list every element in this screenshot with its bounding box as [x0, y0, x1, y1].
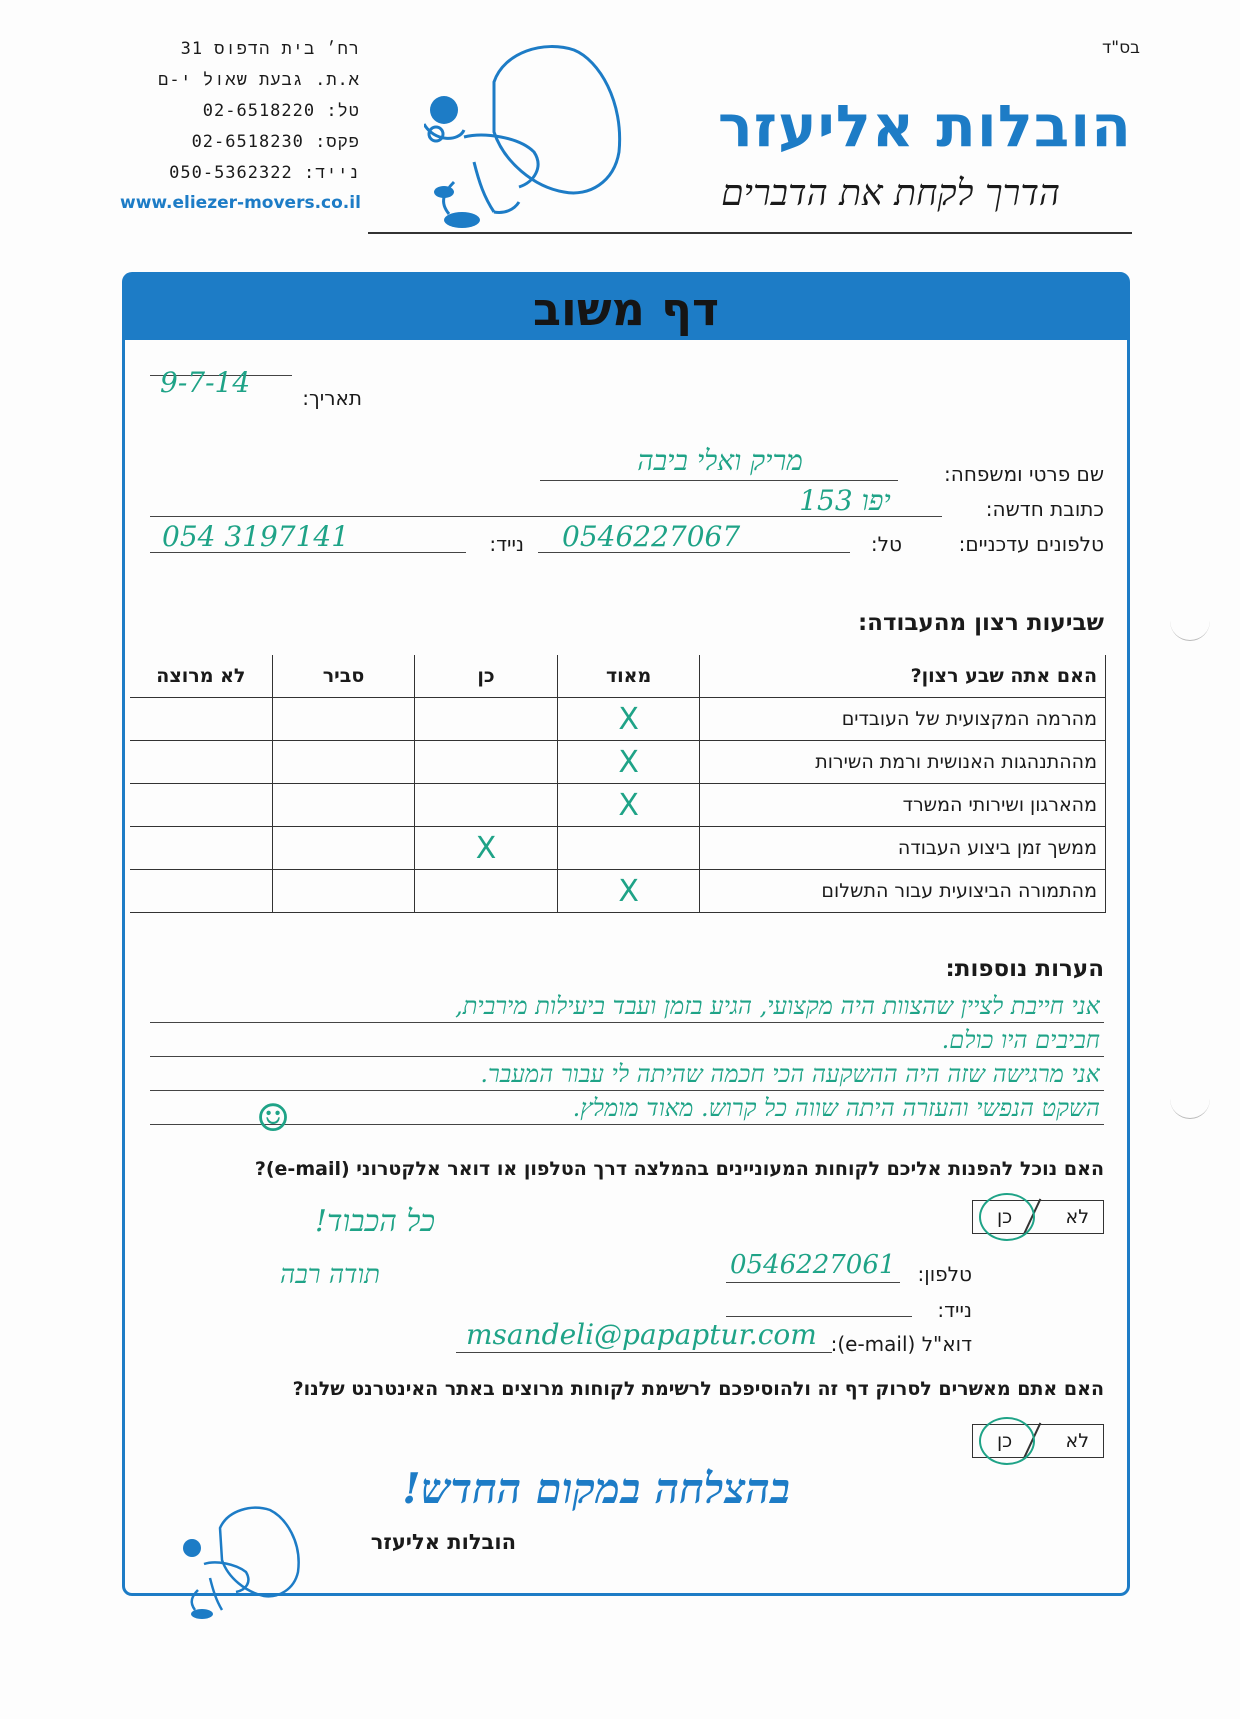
table-row — [130, 784, 1106, 827]
company-slogan: הדרך לקחת את הדברים — [721, 173, 1060, 214]
address-line-1: רח׳ בית הדפוס 31 — [180, 39, 360, 59]
satisfaction-title: שביעות רצון מהעבודה: — [857, 610, 1104, 636]
table-row — [130, 827, 1106, 870]
new-address-label: כתובת חדשה: — [985, 497, 1104, 521]
smiley-icon: ☺ — [256, 1096, 291, 1140]
new-address-value[interactable]: יפו 153 — [799, 484, 891, 517]
cell-yes[interactable] — [415, 784, 558, 827]
contact-mobile-label: נייד: — [937, 1298, 972, 1322]
comment-line — [150, 1090, 1104, 1091]
cell-not-satisfied[interactable] — [130, 827, 272, 870]
mobile-number: נייד: 050-5362322 — [169, 163, 360, 183]
phones-label: טלפונים עדכניים: — [958, 532, 1104, 556]
row-question: מההתנהגות האנושית ורמת השירות — [700, 741, 1106, 784]
row-question: מהארגון ושירותי המשרד — [700, 784, 1106, 827]
tel-label: טל: — [870, 532, 902, 556]
contact-tel-label: טלפון: — [917, 1262, 972, 1286]
comment-line — [150, 1022, 1104, 1023]
name-label: שם פרטי ומשפחה: — [944, 462, 1104, 486]
name-value[interactable]: מריק ואלי ביבה — [637, 444, 803, 477]
fax-number: פקס: 02-6518230 — [191, 132, 360, 152]
mobile-value[interactable]: 054 3197141 — [162, 520, 350, 553]
footer-brand: הובלות אליעזר — [370, 1530, 516, 1554]
contact-email-line — [456, 1352, 832, 1353]
date-label: תאריך: — [302, 386, 362, 410]
contact-permission-question: האם נוכל להפנות אליכם לקוחות המעוניינים בהמלצה דרך הטלפון או דואר אלקטרוני (e-mail)? — [254, 1158, 1104, 1180]
table-row — [130, 698, 1106, 741]
contact-email-value[interactable]: msandeli@papaptur.com — [466, 1318, 817, 1351]
cell-very[interactable]: X — [557, 784, 700, 827]
name-line — [540, 480, 898, 481]
yes-option[interactable]: כן — [997, 1430, 1013, 1452]
table-header-row — [130, 655, 1106, 698]
address-line-2: א.ת. גבעת שאול י-ם — [158, 70, 360, 90]
cell-very[interactable]: X — [557, 698, 700, 741]
no-option[interactable]: לא — [1065, 1206, 1089, 1228]
row-question: מהתמורה הביצועית עבור התשלום — [700, 870, 1106, 913]
cell-reasonable[interactable] — [272, 741, 415, 784]
header-very: מאוד — [557, 655, 700, 698]
cell-very[interactable] — [557, 827, 700, 870]
scan-permission-choice[interactable] — [972, 1424, 1104, 1458]
yes-option[interactable]: כן — [997, 1206, 1013, 1228]
header-divider — [368, 232, 1132, 234]
cell-very[interactable]: X — [557, 870, 700, 913]
cell-not-satisfied[interactable] — [130, 741, 272, 784]
contact-note: כל הכבוד! — [314, 1204, 436, 1239]
cell-reasonable[interactable] — [272, 698, 415, 741]
contact-email-label: דוא"ל (e-mail): — [830, 1332, 972, 1356]
header-reasonable: סביר — [272, 655, 415, 698]
cell-reasonable[interactable] — [272, 827, 415, 870]
comments-title: הערות נוספות: — [945, 956, 1104, 982]
date-value[interactable]: 9-7-14 — [160, 366, 251, 399]
comment-text[interactable]: חביבים היו כולם. — [941, 1026, 1100, 1054]
contact-block — [120, 34, 360, 189]
binder-hole-mark — [1170, 1090, 1210, 1119]
cell-reasonable[interactable] — [272, 870, 415, 913]
website-link[interactable]: www.eliezer-movers.co.il — [120, 193, 361, 213]
mover-carrying-sack-icon — [424, 42, 644, 242]
cell-very[interactable]: X — [557, 741, 700, 784]
cell-not-satisfied[interactable] — [130, 698, 272, 741]
header-question: האם אתה שבע רצון? — [700, 655, 1106, 698]
mover-carrying-sack-icon — [180, 1506, 310, 1626]
header-yes: כן — [415, 655, 558, 698]
contact-note: תודה רבה — [280, 1260, 380, 1290]
header-not-satisfied: לא מרוצה — [130, 655, 272, 698]
cell-yes[interactable]: X — [415, 827, 558, 870]
cell-not-satisfied[interactable] — [130, 784, 272, 827]
table-row — [130, 870, 1106, 913]
comment-text[interactable]: אני חייבת לציין שהצוות היה מקצועי, הגיע בזמן ועבד ביעילות מירבית, — [455, 992, 1100, 1020]
contact-permission-choice[interactable] — [972, 1200, 1104, 1234]
table-row — [130, 741, 1106, 784]
comment-text[interactable]: השקט הנפשי והעזרה היתה שווה כל קרוש. מאוד מומלץ. — [572, 1094, 1100, 1122]
comment-line — [150, 1124, 1104, 1125]
phone-number: טל: 02-6518220 — [202, 101, 360, 121]
tel-value[interactable]: 0546227067 — [562, 520, 741, 553]
mobile-label: נייד: — [489, 532, 524, 556]
cell-yes[interactable] — [415, 741, 558, 784]
binder-hole-mark — [1170, 612, 1210, 641]
cell-not-satisfied[interactable] — [130, 870, 272, 913]
footer-tagline: בהצלחה במקום החדש! — [402, 1464, 790, 1513]
contact-mobile-line — [726, 1316, 912, 1317]
selected-circle — [979, 1193, 1035, 1241]
comment-text[interactable]: אני מרגישה שזה היה ההשקעה הכי חכמה שהיתה לי עבור המעבר. — [480, 1060, 1100, 1088]
contact-tel-value[interactable]: 0546227061 — [730, 1250, 896, 1280]
contact-tel-line — [726, 1282, 900, 1283]
cell-yes[interactable] — [415, 870, 558, 913]
row-question: ממשך זמן ביצוע העבודה — [700, 827, 1106, 870]
bsd-heading: בס"ד — [1102, 38, 1140, 58]
row-question: מהרמה המקצועית של העובדים — [700, 698, 1106, 741]
cell-yes[interactable] — [415, 698, 558, 741]
satisfaction-table — [130, 655, 1106, 913]
comment-line — [150, 1056, 1104, 1057]
selected-circle — [979, 1417, 1035, 1465]
no-option[interactable]: לא — [1065, 1430, 1089, 1452]
scan-permission-question: האם אתם מאשרים לסרוק דף זה ולהוסיפכם לרשימת לקוחות מרוצים באתר האינטרנט שלנו? — [292, 1378, 1104, 1400]
company-brand: הובלות אליעזר — [717, 92, 1132, 160]
cell-reasonable[interactable] — [272, 784, 415, 827]
form-title: דף משוב — [532, 282, 720, 336]
